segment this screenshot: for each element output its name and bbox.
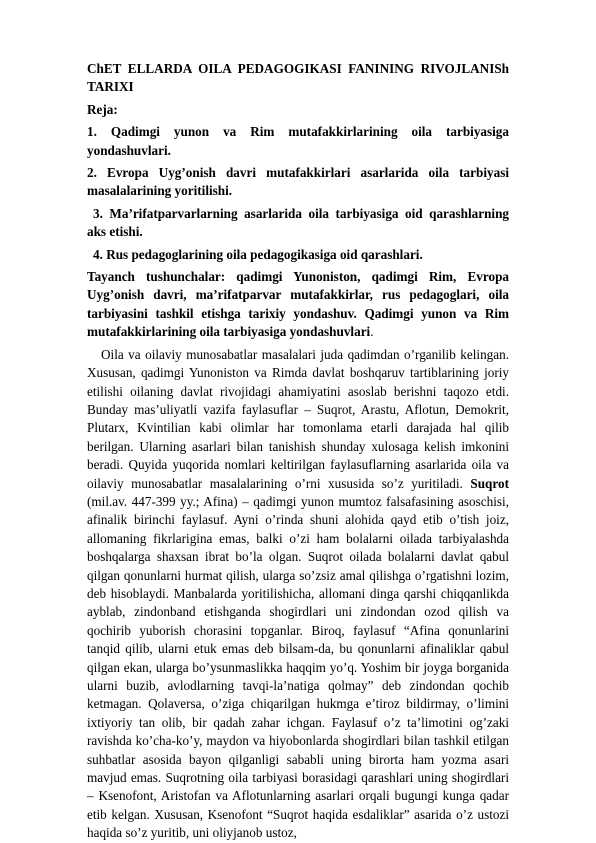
plan-item-2: 2. Evropa Uyg’onish davri mutafakkirlari asarlarida oila tarbiyasi masalalarining yoritilishi. <box>87 165 509 199</box>
body-text-part-2: (mil.av. 447-399 yy.; Afina) – qadimgi yunon mumtoz falsafasining asoschisi, afinalik birinchi faylasuf. Ayni o’rinda shuni alohida qayd etib o’tish joiz, allomaning fikrlarigina emas, balki o’zi ham bolalarni oilada tarbiyalashda boshqalarga shaxsan ibrat bo’la olgan. Suqrot oilada bolalarni davlat qabul qilgan qonunlarni hurmat qilish, ularga so’zsiz amal qilishga o’rgatishni lozim, deb hisoblaydi. Manbalarda yoritilishicha, allomani dinga qarshi chiqqanlikda ayblab, zindonband etishganda shogirdlari uni zindondan ozod qilish va qochirib yuborish chorasini topganlar. Biroq, faylasuf “Afina qonunlarini tanqid qilib, ularni etuk emas deb bilsam-da, bu qonunlarni afinaliklar qabul qilgan ekan, ularga bo’ysunmaslikka haqqim yo’q. Yoshim bir joyga borganida ularni buzib, avlodlarning tavqi-la’natiga qolmay” deb zindondan qochib ketmagan. Qolaversa, o’ziga chiqarilgan hukmga e’tiroz bildirmay, o’limini ixtiyoriy tan olib, bir qadah zahar ichgan. Faylasuf o’z ta’limotini og’zaki ravishda ko’cha-ko’y, maydon va hiyobonlarda shogirdlari bilan tashkil etilgan suhbatlar asosida bayon qilganligi sababli uning birorta ham yozma asari mavjud emas. Suqrotning oila tarbiyasi borasidagi qarashlari uning shogirdlari – Ksenofont, Aristofan va Aflotunlarning asarlari orqali bugungi kunga qadar etib kelgan. Xususan, Ksenofont “Suqrot haqida esdaliklar” asarida o’z ustozi haqida so’z yuritib, uni oliyjanob ustoz, <box>87 493 509 841</box>
key-concepts-text: Tayanch tushunchalar: qadimgi Yunoniston, qadimgi Rim, Evropa Uyg’onish davri, ma’rifatparvar mutafakkirlar, rus pedagoglari, oila tarbiyasini tashkil etishga tarixiy yondashuv. Qadimgi yunon va Rim mutafakkirlarining oila tarbiyasiga yondashuvlari <box>87 269 509 340</box>
document-page <box>87 60 509 843</box>
plan-heading: Reja: <box>87 101 118 117</box>
document-title: ChET ELLARDA OILA PEDAGOGIKASI FANINING RIVOJLANISh TARIXI <box>87 61 509 95</box>
plan-item-4: 4. Rus pedagoglarining oila pedagogikasiga oid qarashlari. <box>93 246 423 262</box>
key-concepts-end: . <box>370 324 374 340</box>
plan-item-1: 1. Qadimgi yunon va Rim mutafakkirlarining oila tarbiyasiga yondashuvlari. <box>87 124 509 158</box>
plan-item-3: 3. Ma’rifatparvarlarning asarlarida oila tarbiyasiga oid qarashlarning aks etishi. <box>87 205 509 240</box>
body-paragraph <box>87 346 509 843</box>
key-concepts <box>87 268 509 342</box>
body-text-part-1: Oila va oilaviy munosabatlar masalalari juda qadimdan o’rganilib kelingan. Xususan, qadimgi Yunoniston va Rimda davlat boshqaruv tartiblarining joriy etilishi oilaning davlat rivojidagi ahamiyatini asoslab berishni taqozo etdi. Bunday mas’uliyatli vazifa faylasuflar – Suqrot, Arastu, Aflotun, Demokrit, Plutarx, Kvintilian kabi olimlar har tomonlama etarli darajada hal qilib berilgan. Ularning asarlari bilan tanishish shunday xulosaga kelish imkonini beradi. Quyida yuqorida nomlari keltirilgan faylasuflarning asarlarida oila va oilaviy munosabatlar masalalarining o’rni xususida so’z yuritiladi. <box>87 346 509 491</box>
body-bold-name: Suqrot <box>470 475 509 491</box>
